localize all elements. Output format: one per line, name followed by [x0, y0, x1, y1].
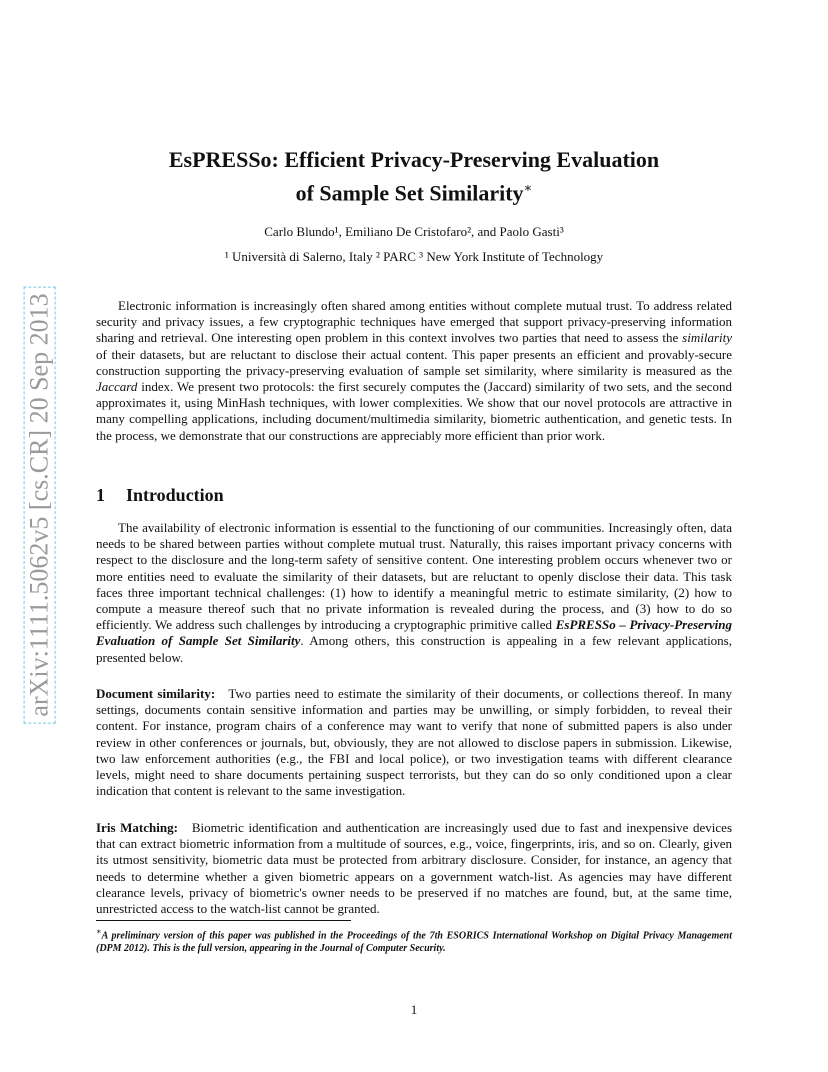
page-number: 1: [410, 1002, 418, 1017]
title-line-2-text: of Sample Set Similarity: [295, 180, 524, 206]
document-similarity-paragraph: [96, 686, 732, 799]
footnote: [96, 926, 732, 955]
abstract-part-2: of their datasets, but are reluctant to disclose their actual content. This paper presents an efficient and provably-secure construction supporting the privacy-preserving evaluation of sample set similarity, where similarity is measured as the: [96, 346, 732, 378]
arxiv-stamp-text: arXiv:1111.5062v5 [cs.CR] 20 Sep 2013: [24, 286, 56, 723]
paper-title: [96, 146, 732, 207]
abstract-part-3: index. We present two protocols: the first securely computes the (Jaccard) similarity of two sets, and the second approximates it, using MinHash techniques, with lower complexities. We show that our novel protocols are attractive in many compelling applications, including document/multimedia similarity, biometric authentication, and genetic tests. In the process, we demonstrate that our constructions are appreciably more efficient than prior work.: [96, 379, 732, 443]
section-number: 1: [96, 485, 105, 505]
abstract-part-1: Electronic information is increasingly often shared among entities without complete mutual trust. To address related security and privacy issues, a few cryptographic techniques have emerged that support privacy-preserving information sharing and retrieval. One interesting open problem in this context involves two parties that need to assess the: [96, 298, 732, 346]
title-line-2: [96, 174, 732, 207]
iris-matching-text: Biometric identification and authentication are increasingly used due to fast and inexpensive devices that can extract biometric information from a multitude of sources, e.g., voice, fingerprints, iris, and so on. Clearly, given its utmost sensitivity, biometric data must be protected from arbitrary disclosure. Consider, for instance, an agency that needs to determine whether a given biometric appears on a government watch-list. As agencies may have different clearance levels, privacy of biometric's owner needs to be preserved if no matches are found, but, at the same time, unrestricted access to the watch-list cannot be granted.: [96, 820, 733, 917]
intro-paragraph: [96, 520, 732, 666]
footnote-rule: [96, 920, 351, 921]
abstract: [96, 298, 732, 444]
affiliations: ¹ Università di Salerno, Italy ² PARC ³ New York Institute of Technology: [224, 249, 604, 264]
iris-matching-paragraph: [96, 820, 732, 917]
arxiv-stamp: [18, 265, 62, 745]
title-line-1: EsPRESSo: Efficient Privacy-Preserving Evaluation: [168, 147, 660, 172]
footnote-text: A preliminary version of this paper was published in the Proceedings of the 7th ESORICS International Workshop on Digital Privacy Management (DPM 2012). This is the full version, appearing in the Journal of Computer Security.: [96, 930, 732, 954]
footnote-mark: ∗: [96, 927, 102, 936]
title-footnote-mark: ∗: [523, 180, 533, 195]
authors: Carlo Blundo¹, Emiliano De Cristofaro², and Paolo Gasti³: [264, 224, 564, 239]
document-similarity-text: Two parties need to estimate the similarity of their documents, or collections thereof. In many settings, documents contain sensitive information and parties may be unwilling, or simply forbidden, to reveal their content. For instance, program chairs of a conference may want to verify that none of submitted papers is also under review in other conferences or journals, but, obviously, they are not allowed to disclose papers in submission. Likewise, two law enforcement authorities (e.g., the FBI and local police), or two investigation teams with different clearance levels, might need to share documents pertaining suspect terrorists, but they can do so only conditioned upon a clear indication that content is relevant to the same investigation.: [96, 686, 732, 799]
abstract-emphasis-jaccard: Jaccard: [96, 379, 138, 395]
section-title: Introduction: [126, 485, 224, 505]
document-similarity-heading: Document similarity:: [96, 686, 216, 701]
abstract-emphasis-similarity: similarity: [682, 330, 732, 346]
intro-emphasis: EsPRESSo – Privacy-Preserving Evaluation of Sample Set Similarity: [96, 617, 733, 649]
section-heading: [96, 485, 224, 506]
intro-part-2: . Among others, this construction is appealing in a few relevant applications, presented below.: [96, 633, 732, 665]
iris-matching-heading: Iris Matching:: [96, 820, 178, 835]
intro-part-1: The availability of electronic information is essential to the functioning of our communities. Increasingly often, data needs to be shared between parties without complete mutual trust. Naturally, this raises important privacy concerns with respect to the disclosure and the long-term safety of sensitive content. One interesting problem occurs whenever two or more entities need to evaluate the similarity of their datasets, but are reluctant to openly disclose their data. This task faces three important technical challenges: (1) how to identify a meaningful metric to estimate similarity, (2) how to compute a measure thereof such that no private information is revealed during the process, and (3) how to do so efficiently. We address such challenges by introducing a cryptographic primitive called: [96, 520, 732, 633]
